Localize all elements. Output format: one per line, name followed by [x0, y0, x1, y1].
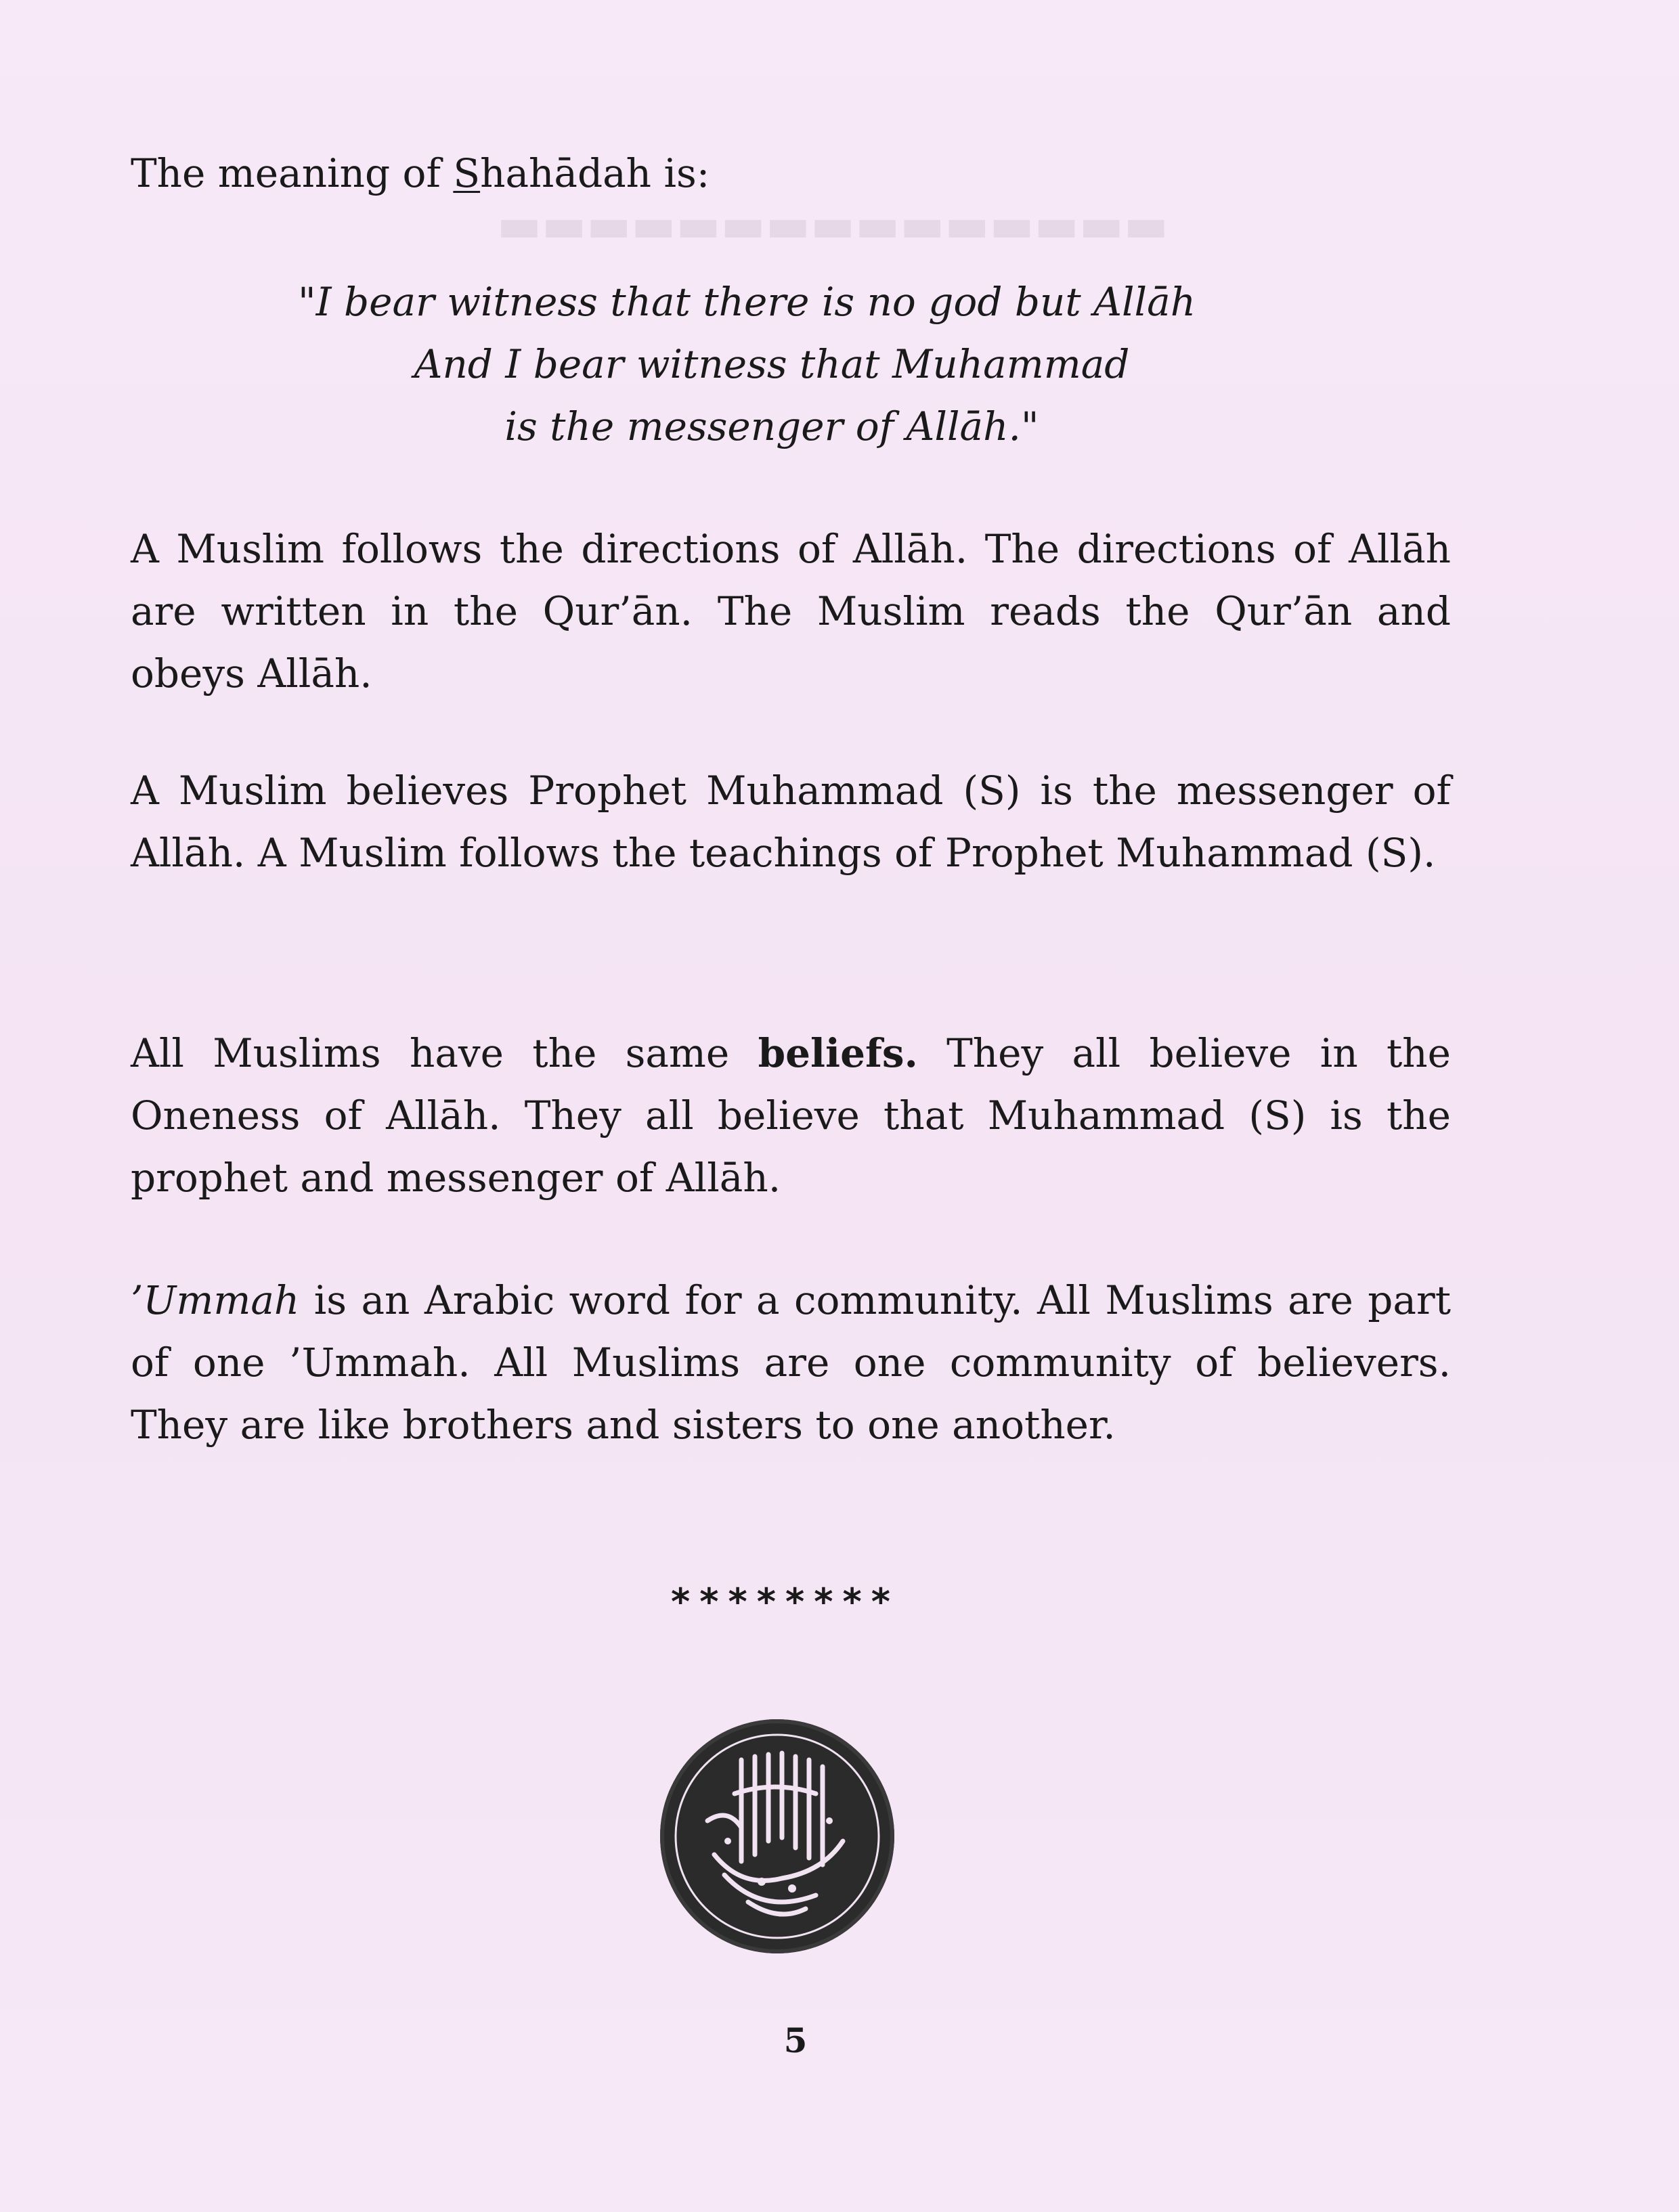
shahadah-calligraphy-seal-icon [660, 1719, 894, 1953]
beliefs-keyword: beliefs. [758, 1030, 918, 1076]
paragraph-ummah: ’Ummah is an Arabic word for a community. All Muslims are part of one ’Ummah. All Muslims are one community of believers. They are like brothers and sisters to one another. [131, 1277, 1451, 1448]
paragraph-prophet: A Muslim believes Prophet Muhammad (S) is the messenger of Allāh. A Muslim follows the teachings of Prophet Muhammad (S). [131, 768, 1451, 876]
shahadah-quote [298, 271, 1246, 458]
quote-line-3: is the messenger of Allāh." [504, 403, 1039, 449]
shahadah-underlined-letter: S [453, 150, 481, 196]
quote-line-2: And I bear witness that Muhammad [414, 341, 1130, 387]
page-number: 5 [783, 2020, 808, 2060]
paragraph-directions: A Muslim follows the directions of Allāh. The directions of Allāh are written in the Qur’ān. The Muslim reads the Qur’ān and obeys Allāh. [131, 526, 1451, 696]
bleed-through-shadow: ▬▬▬▬▬▬▬▬▬▬▬▬▬▬▬ [496, 196, 1169, 252]
quote-line-1: "I bear witness that there is no god but Allāh [298, 279, 1196, 325]
paragraph-beliefs: All Muslims have the same beliefs. They all believe in the Oneness of Allāh. They all believe that Muhammad (S) is the prophet and messenger of Allāh. [131, 1030, 1451, 1201]
ummah-term: ’Ummah [131, 1277, 300, 1323]
section-separator: ******** [671, 1580, 900, 1623]
shahadah-meaning-heading: The meaning of Shahādah is: [131, 150, 710, 196]
